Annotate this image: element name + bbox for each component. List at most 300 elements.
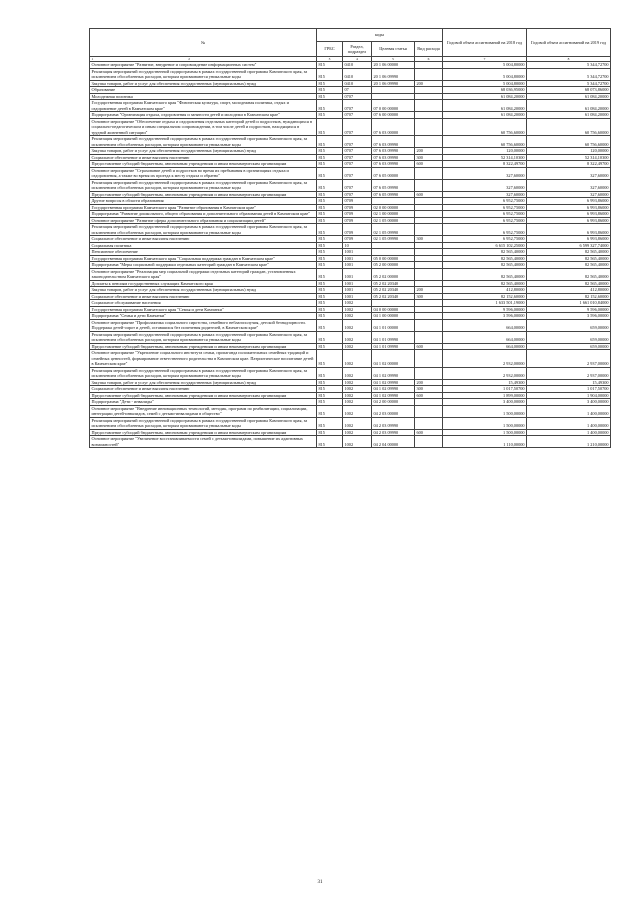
row-razdel: 0707: [343, 136, 372, 148]
row-name: Государственная программа Камчатского края "Физическая культура, спорт, молодежная политика, отдых и оздоровление детей в Камчатском крае": [90, 100, 317, 112]
row-amount-2018: 82 565,40000: [443, 280, 527, 287]
row-name: Закупка товаров, работ и услуг для обеспечения государственных (муниципальных) нужд: [90, 148, 317, 155]
row-name: Пенсионное обеспечение: [90, 249, 317, 256]
row-amount-2019: 68 073,86000: [527, 87, 611, 94]
row-amount-2018: 15,49300: [443, 379, 527, 386]
row-razdel: 1002: [343, 313, 372, 320]
row-name: Основное мероприятие "Укрепление социального института семьи, пропаганда положительных семейных традиций и семейных ценностей, формирование ответственного родительства в Камчатском крае. Патриотическое воспитание детей в Камчатском крае": [90, 350, 317, 368]
row-grbs: 815: [317, 262, 343, 269]
row-razdel: 0707: [343, 118, 372, 136]
header-target-article: Целевая статья: [372, 42, 415, 57]
row-name: Предоставление субсидий бюджетным, автономным учреждениям и иным некоммерческим организациям: [90, 343, 317, 350]
row-target-article: 04 1 02 09990: [372, 367, 415, 379]
row-amount-2019: 52 314,10300: [527, 154, 611, 161]
row-amount-2018: 8 322,49700: [443, 161, 527, 168]
row-target-article: 04 1 02 00000: [372, 350, 415, 368]
row-razdel: 07: [343, 87, 372, 94]
table-row: [90, 367, 611, 379]
header-codes: коды: [317, 29, 443, 42]
row-grbs: 815: [317, 161, 343, 168]
row-target-article: 04 1 02 09990: [372, 379, 415, 386]
row-expense-type: [415, 179, 443, 191]
row-expense-type: 200: [415, 287, 443, 294]
row-name: Основное мероприятие "Реализация мер социальной поддержки отдельных категорий граждан, установленных законодательством Камчатского края": [90, 268, 317, 280]
row-expense-type: [415, 167, 443, 179]
row-razdel: 1002: [343, 392, 372, 399]
table-row: [90, 319, 611, 331]
row-name: Основное мероприятие "Обеспечение отдыха и оздоровления отдельных категорий детей и подростков, нуждающихся в социально-педагогическом и иным специальном сопровождении, в том числе детей и подростков, находящихся в трудной жизненной ситуации": [90, 118, 317, 136]
row-expense-type: 600: [415, 161, 443, 168]
row-razdel: 1002: [343, 350, 372, 368]
row-expense-type: [415, 118, 443, 136]
row-name: Реализация мероприятий государственной подпрограммы в рамках государственной программы Камчатского края, за исключением обособленных расходов, которым присваиваются уникальные коды: [90, 179, 317, 191]
row-amount-2018: 82 565,40000: [443, 255, 527, 262]
row-grbs: 815: [317, 306, 343, 313]
row-expense-type: [415, 367, 443, 379]
row-name: Предоставление субсидий бюджетным, автономным учреждениям и иным некоммерческим организациям: [90, 191, 317, 198]
row-grbs: 815: [317, 224, 343, 236]
row-target-article: 02 1 05 09990: [372, 224, 415, 236]
row-name: Социальное обеспечение и иные выплаты населению: [90, 154, 317, 161]
row-name: Реализация мероприятий государственной подпрограммы в рамках государственной программы Камчатского края, за исключением обособленных расходов, которым присваиваются уникальные коды: [90, 367, 317, 379]
budget-table: [89, 28, 611, 448]
row-amount-2018: 52 314,10300: [443, 154, 527, 161]
row-razdel: 0707: [343, 112, 372, 119]
row-amount-2018: 327,60000: [443, 179, 527, 191]
row-grbs: 815: [317, 198, 343, 205]
row-expense-type: [415, 224, 443, 236]
row-amount-2018: 68 036,95000: [443, 87, 527, 94]
row-grbs: 815: [317, 343, 343, 350]
row-expense-type: 300: [415, 154, 443, 161]
row-amount-2018: 82 565,40000: [443, 249, 527, 256]
row-name: Социальная политика: [90, 242, 317, 249]
row-name: Предоставление субсидий бюджетным, автономным учреждениям и иным некоммерческим организациям: [90, 392, 317, 399]
header-grbs: ГРБС: [317, 42, 343, 57]
row-grbs: 815: [317, 280, 343, 287]
row-grbs: 815: [317, 417, 343, 429]
row-amount-2019: 659,00000: [527, 343, 611, 350]
row-amount-2018: 6 952,75000: [443, 236, 527, 243]
row-amount-2018: 6 615 102,25000: [443, 242, 527, 249]
row-target-article: 20 1 06 09990: [372, 68, 415, 80]
row-razdel: 0707: [343, 148, 372, 155]
row-name: Подпрограмма "Меры социальной поддержки отдельных категорий граждан в Камчатском крае": [90, 262, 317, 269]
row-expense-type: 600: [415, 191, 443, 198]
row-grbs: 815: [317, 429, 343, 436]
row-target-article: 04 2 00 00000: [372, 399, 415, 406]
row-razdel: 1002: [343, 343, 372, 350]
table-row: [90, 417, 611, 429]
row-amount-2018: 412,80000: [443, 287, 527, 294]
row-name: Социальное обеспечение и иные выплаты населению: [90, 293, 317, 300]
row-name: Государственная программа Камчатского края "Социальная поддержка граждан в Камчатском крае": [90, 255, 317, 262]
row-target-article: 05 2 00 00000: [372, 262, 415, 269]
row-amount-2019: 6 993,86000: [527, 217, 611, 224]
row-amount-2018: 1 899,00000: [443, 392, 527, 399]
row-razdel: 1001: [343, 268, 372, 280]
row-target-article: 07 6 05 00000: [372, 167, 415, 179]
row-name: Реализация мероприятий государственной подпрограммы в рамках государственной программы Камчатского края, за исключением обособленных расходов, которым присваиваются уникальные коды: [90, 331, 317, 343]
row-amount-2019: 61 084,20000: [527, 112, 611, 119]
row-amount-2018: 1 110,00000: [443, 436, 527, 448]
row-amount-2018: 2 932,00000: [443, 367, 527, 379]
row-target-article: 04 1 01 00000: [372, 319, 415, 331]
row-name: Подпрограмма "Организация отдыха, оздоровления и занятости детей и молодежи в Камчатском крае": [90, 112, 317, 119]
row-target-article: 02 1 05 09990: [372, 236, 415, 243]
row-amount-2019: 659,00000: [527, 319, 611, 331]
row-target-article: 04 0 00 00000: [372, 306, 415, 313]
row-amount-2019: 8 322,49700: [527, 161, 611, 168]
row-amount-2019: 1 017,50700: [527, 386, 611, 393]
row-target-article: 02 1 00 00000: [372, 211, 415, 218]
row-amount-2018: 5 004,80000: [443, 68, 527, 80]
row-name: Основное мероприятие "Развитие сферы дополнительного образования и социализации детей": [90, 217, 317, 224]
row-grbs: 815: [317, 154, 343, 161]
row-grbs: 815: [317, 255, 343, 262]
row-amount-2019: 2 937,00000: [527, 350, 611, 368]
table-row: [90, 350, 611, 368]
row-name: Социальное обслуживание населения: [90, 300, 317, 307]
row-grbs: 815: [317, 268, 343, 280]
row-amount-2019: 82 565,40000: [527, 262, 611, 269]
table-row: [90, 100, 611, 112]
row-razdel: 1002: [343, 367, 372, 379]
row-grbs: 815: [317, 68, 343, 80]
row-target-article: 04 1 01 09990: [372, 331, 415, 343]
row-amount-2019: 120,00000: [527, 148, 611, 155]
row-amount-2018: 327,60000: [443, 191, 527, 198]
row-razdel: 1001: [343, 262, 372, 269]
row-razdel: 0709: [343, 211, 372, 218]
row-razdel: 0707: [343, 93, 372, 100]
row-razdel: 0709: [343, 198, 372, 205]
row-grbs: 815: [317, 80, 343, 87]
row-amount-2018: 3 596,00000: [443, 313, 527, 320]
row-razdel: 1002: [343, 319, 372, 331]
row-target-article: 05 2 02 20340: [372, 280, 415, 287]
row-grbs: 815: [317, 293, 343, 300]
row-name: Реализация мероприятий государственной подпрограммы в рамках государственной программы Камчатского края, за исключением обособленных расходов, которым присваиваются уникальные коды: [90, 417, 317, 429]
row-target-article: 05 2 02 20340: [372, 293, 415, 300]
table-row: [90, 68, 611, 80]
row-grbs: 815: [317, 204, 343, 211]
row-expense-type: 200: [415, 148, 443, 155]
row-name: Доплаты к пенсиям государственных служащих Камчатского края: [90, 280, 317, 287]
row-amount-2018: 3 400,00000: [443, 399, 527, 406]
row-amount-2018: 664,00000: [443, 331, 527, 343]
row-razdel: 1001: [343, 280, 372, 287]
row-amount-2019: 3 596,00000: [527, 313, 611, 320]
row-name: Молодежная политика: [90, 93, 317, 100]
column-index-cell: 6: [415, 57, 443, 62]
row-amount-2019: 15,49300: [527, 379, 611, 386]
row-name: Реализация мероприятий государственной подпрограммы в рамках государственной программы Камчатского края, за исключением обособленных расходов, которым присваиваются уникальные коды: [90, 136, 317, 148]
row-grbs: 815: [317, 242, 343, 249]
row-expense-type: [415, 436, 443, 448]
row-amount-2019: 412,80000: [527, 287, 611, 294]
row-target-article: 07 6 03 00000: [372, 118, 415, 136]
row-expense-type: [415, 268, 443, 280]
row-name: Закупка товаров, работ и услуг для обеспечения государственных (муниципальных) нужд: [90, 287, 317, 294]
row-grbs: 815: [317, 436, 343, 448]
row-amount-2019: 3 400,00000: [527, 399, 611, 406]
row-name: Подпрограмма "Семья и дети Камчатки": [90, 313, 317, 320]
row-name: Государственная программа Камчатского края "Развитие образования в Камчатском крае": [90, 204, 317, 211]
row-target-article: 04 2 03 09990: [372, 429, 415, 436]
row-grbs: 815: [317, 331, 343, 343]
header-number: №: [90, 29, 317, 57]
row-razdel: 10: [343, 242, 372, 249]
row-razdel: 0707: [343, 100, 372, 112]
row-name: Реализация мероприятий государственной подпрограммы в рамках государственной программы Камчатского края, за исключением обособленных расходов, которым присваиваются уникальные коды: [90, 68, 317, 80]
row-target-article: 05 0 00 00000: [372, 255, 415, 262]
table-row: [90, 118, 611, 136]
table-row: [90, 224, 611, 236]
row-amount-2018: 6 952,75000: [443, 211, 527, 218]
row-grbs: 815: [317, 217, 343, 224]
row-target-article: 02 1 05 00000: [372, 217, 415, 224]
row-amount-2019: 82 152,60000: [527, 293, 611, 300]
row-amount-2019: 82 565,40000: [527, 280, 611, 287]
row-razdel: 0707: [343, 154, 372, 161]
row-grbs: 815: [317, 62, 343, 69]
row-target-article: 04 1 02 09990: [372, 392, 415, 399]
row-expense-type: [415, 68, 443, 80]
row-amount-2018: 9 596,00000: [443, 306, 527, 313]
row-target-article: 07 6 05 09990: [372, 191, 415, 198]
row-razdel: 1001: [343, 255, 372, 262]
row-amount-2018: 1 500,00000: [443, 429, 527, 436]
row-amount-2018: 61 084,20000: [443, 93, 527, 100]
row-target-article: 04 1 01 09990: [372, 343, 415, 350]
row-amount-2019: 61 084,20000: [527, 100, 611, 112]
row-grbs: 815: [317, 191, 343, 198]
row-amount-2019: 6 993,86000: [527, 198, 611, 205]
row-expense-type: 300: [415, 293, 443, 300]
row-grbs: 815: [317, 287, 343, 294]
row-expense-type: 600: [415, 392, 443, 399]
row-amount-2019: 327,60000: [527, 179, 611, 191]
row-grbs: 815: [317, 379, 343, 386]
row-razdel: 0709: [343, 224, 372, 236]
row-target-article: 07 6 05 09990: [372, 179, 415, 191]
column-index-label: 2: [188, 57, 190, 61]
row-amount-2018: 82 565,40000: [443, 262, 527, 269]
row-grbs: 815: [317, 313, 343, 320]
row-amount-2019: 327,60000: [527, 191, 611, 198]
row-amount-2018: 60 756,60000: [443, 136, 527, 148]
row-amount-2019: 5 344,72700: [527, 68, 611, 80]
row-grbs: 815: [317, 211, 343, 218]
row-amount-2019: 1 400,00000: [527, 405, 611, 417]
row-grbs: 815: [317, 136, 343, 148]
row-target-article: 07 6 03 09990: [372, 148, 415, 155]
row-amount-2018: 327,60000: [443, 167, 527, 179]
row-amount-2019: 6 993,86000: [527, 211, 611, 218]
row-amount-2019: 6 993,86000: [527, 236, 611, 243]
row-razdel: 1001: [343, 293, 372, 300]
row-target-article: 02 0 00 00000: [372, 204, 415, 211]
row-amount-2019: 82 565,40000: [527, 268, 611, 280]
row-target-article: 04 1 00 00000: [372, 313, 415, 320]
row-name: Образование: [90, 87, 317, 94]
row-amount-2019: 61 084,20000: [527, 93, 611, 100]
header-expense-type: Вид расхода: [415, 42, 443, 57]
row-razdel: 0709: [343, 217, 372, 224]
row-grbs: 815: [317, 392, 343, 399]
row-amount-2018: 5 004,80000: [443, 80, 527, 87]
row-razdel: 1002: [343, 379, 372, 386]
row-name: Закупка товаров, работ и услуг для обеспечения государственных (муниципальных) нужд: [90, 80, 317, 87]
row-amount-2018: 664,00000: [443, 343, 527, 350]
row-amount-2019: 60 756,60000: [527, 118, 611, 136]
row-razdel: 0709: [343, 236, 372, 243]
budget-table-sheet: [89, 28, 610, 448]
row-razdel: 1002: [343, 429, 372, 436]
row-grbs: 815: [317, 249, 343, 256]
row-amount-2018: 664,00000: [443, 319, 527, 331]
row-razdel: 1002: [343, 386, 372, 393]
row-grbs: 815: [317, 100, 343, 112]
row-name: Предоставление субсидий бюджетным, автономным учреждениям и иным некоммерческим организациям: [90, 161, 317, 168]
row-razdel: 1002: [343, 436, 372, 448]
row-grbs: 815: [317, 112, 343, 119]
row-name: Основное мероприятие "Профилактика социального сиротства, семейного неблагополучия, детской безнадзорности. Поддержка детей-сирот и детей, оставшихся без попечения родителей, в Камчатском крае": [90, 319, 317, 331]
row-amount-2018: 82 152,60000: [443, 293, 527, 300]
row-razdel: 1002: [343, 405, 372, 417]
row-amount-2019: 1 904,00000: [527, 392, 611, 399]
row-razdel: 1001: [343, 287, 372, 294]
row-name: Другие вопросы в области образования: [90, 198, 317, 205]
row-grbs: 815: [317, 386, 343, 393]
row-target-article: 05 2 02 20340: [372, 287, 415, 294]
row-expense-type: 300: [415, 386, 443, 393]
table-body: [90, 62, 611, 448]
row-grbs: 815: [317, 93, 343, 100]
row-amount-2018: 2 932,00000: [443, 350, 527, 368]
row-target-article: 20 1 06 00000: [372, 62, 415, 69]
table-row: [90, 405, 611, 417]
row-name: Социальное обеспечение и иные выплаты населению: [90, 386, 317, 393]
row-razdel: 0707: [343, 191, 372, 198]
row-grbs: 815: [317, 399, 343, 406]
row-target-article: 04 2 03 09990: [372, 417, 415, 429]
row-amount-2018: 60 756,60000: [443, 118, 527, 136]
row-amount-2019: 6 993,86000: [527, 224, 611, 236]
row-amount-2019: 2 937,00000: [527, 367, 611, 379]
row-amount-2019: 1 400,00000: [527, 417, 611, 429]
row-razdel: 1002: [343, 399, 372, 406]
row-target-article: 04 2 03 00000: [372, 405, 415, 417]
row-name: Основное мероприятие "Развитие, внедрение и сопровождение информационных систем": [90, 62, 317, 69]
row-name: Основное мероприятие "Страхование детей и подростков во время их пребывания в организациях отдыха и оздоровления, а также во время их проезда к месту отдыха и обратно": [90, 167, 317, 179]
table-row: [90, 179, 611, 191]
row-grbs: 815: [317, 236, 343, 243]
row-amount-2019: 9 596,00000: [527, 306, 611, 313]
row-amount-2019: 82 565,40000: [527, 255, 611, 262]
row-amount-2019: 5 344,72700: [527, 80, 611, 87]
row-target-article: 07 0 00 00000: [372, 100, 415, 112]
column-index-label: 1: [91, 57, 94, 61]
header-year-2019: Годовой объем ассигнований на 2019 год: [527, 29, 611, 57]
row-name: Предоставление субсидий бюджетным, автономным учреждениям и иным некоммерческим организациям: [90, 429, 317, 436]
row-name: Основное мероприятие "Внедрение инновационных технологий, методик, программ по реабилитации, социализации, интеграции детей-инвалидов, семей с детьми-инвалидами в общество": [90, 405, 317, 417]
row-razdel: 1002: [343, 331, 372, 343]
row-grbs: 815: [317, 319, 343, 331]
row-amount-2019: 1 210,00000: [527, 436, 611, 448]
row-target-article: 07 6 03 09990: [372, 154, 415, 161]
row-name: Подпрограмма "Дети - инвалиды": [90, 399, 317, 406]
column-index-cell: 8: [527, 57, 611, 62]
row-amount-2018: 1 500,00000: [443, 417, 527, 429]
row-grbs: 815: [317, 167, 343, 179]
row-target-article: 07 6 03 09990: [372, 161, 415, 168]
column-index-cell: 4: [343, 57, 372, 62]
row-amount-2018: 61 084,20000: [443, 100, 527, 112]
row-grbs: 815: [317, 118, 343, 136]
table-row: [90, 136, 611, 148]
row-amount-2018: 6 952,75000: [443, 198, 527, 205]
row-expense-type: [415, 136, 443, 148]
row-target-article: 07 6 00 00000: [372, 112, 415, 119]
row-grbs: 815: [317, 179, 343, 191]
table-row: [90, 331, 611, 343]
row-amount-2019: 1 400,00000: [527, 429, 611, 436]
row-amount-2018: 6 952,75000: [443, 217, 527, 224]
row-name: Подпрограмма "Развитие дошкольного, общего образования и дополнительного образования детей в Камчатском крае": [90, 211, 317, 218]
row-expense-type: [415, 319, 443, 331]
row-razdel: 0410: [343, 62, 372, 69]
row-grbs: 815: [317, 405, 343, 417]
row-expense-type: 600: [415, 429, 443, 436]
table-row: [90, 436, 611, 448]
column-index-cell: 7: [443, 57, 527, 62]
row-expense-type: 200: [415, 379, 443, 386]
row-amount-2018: 120,00000: [443, 148, 527, 155]
row-target-article: 04 2 04 00000: [372, 436, 415, 448]
row-expense-type: 200: [415, 80, 443, 87]
row-name: Социальное обеспечение и иные выплаты населению: [90, 236, 317, 243]
row-expense-type: [415, 417, 443, 429]
row-razdel: 0410: [343, 68, 372, 80]
row-grbs: 815: [317, 148, 343, 155]
row-name: Закупка товаров, работ и услуг для обеспечения государственных (муниципальных) нужд: [90, 379, 317, 386]
row-razdel: 0410: [343, 80, 372, 87]
row-target-article: 07 6 03 09990: [372, 136, 415, 148]
row-amount-2019: 659,00000: [527, 331, 611, 343]
row-razdel: 0707: [343, 167, 372, 179]
column-index-cell: 3: [317, 57, 343, 62]
column-index-cell: 5: [372, 57, 415, 62]
row-razdel: 1001: [343, 249, 372, 256]
row-amount-2019: 5 344,72700: [527, 62, 611, 69]
row-expense-type: [415, 405, 443, 417]
row-amount-2019: 6 993,86000: [527, 204, 611, 211]
row-grbs: 815: [317, 367, 343, 379]
row-razdel: 0707: [343, 179, 372, 191]
row-amount-2019: 6 599 327,74000: [527, 242, 611, 249]
row-amount-2018: 61 084,20000: [443, 112, 527, 119]
row-razdel: 1002: [343, 306, 372, 313]
row-razdel: 1002: [343, 300, 372, 307]
row-amount-2019: 82 565,40000: [527, 249, 611, 256]
row-expense-type: 300: [415, 236, 443, 243]
row-amount-2018: 6 952,75000: [443, 204, 527, 211]
row-amount-2018: 1 500,00000: [443, 405, 527, 417]
row-name: Реализация мероприятий государственной подпрограммы в рамках государственной программы Камчатского края, за исключением обособленных расходов, которым присваиваются уникальные коды: [90, 224, 317, 236]
row-amount-2018: 1 633 501,19000: [443, 300, 527, 307]
